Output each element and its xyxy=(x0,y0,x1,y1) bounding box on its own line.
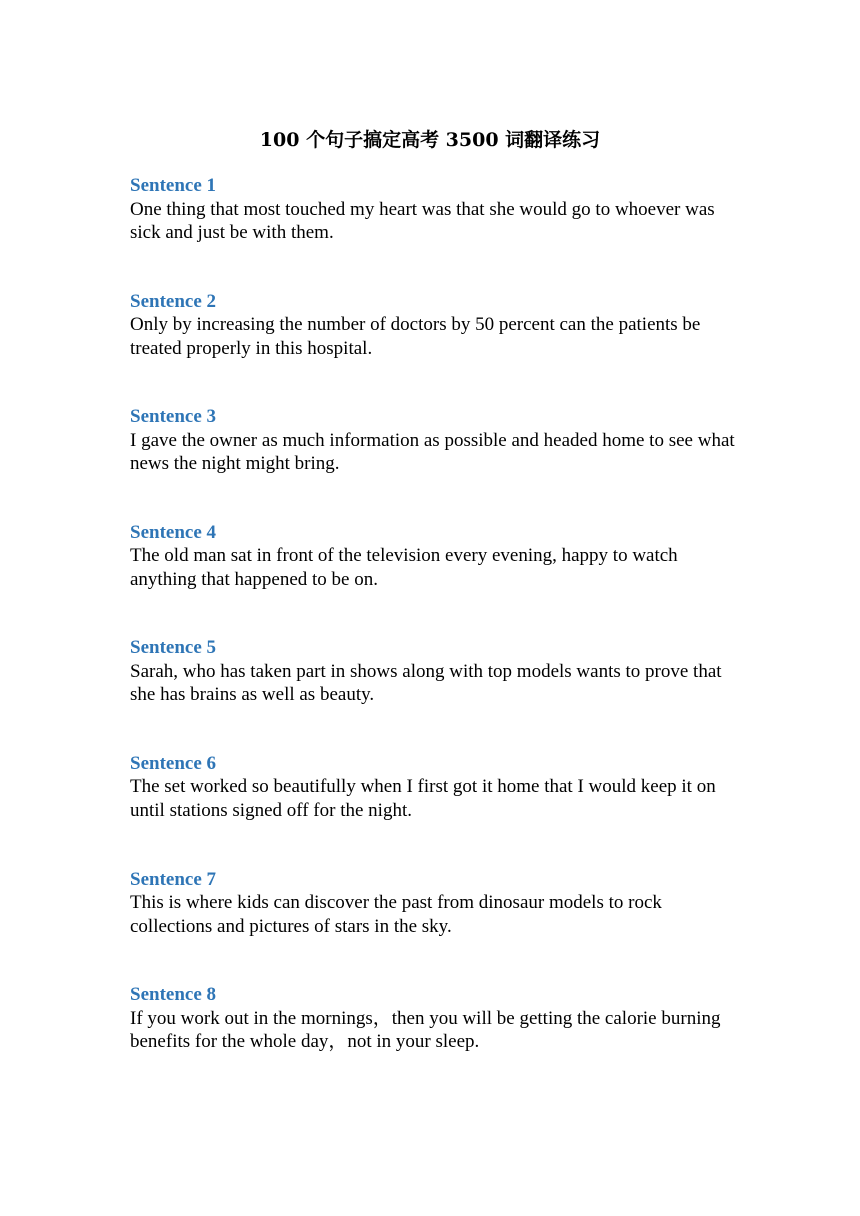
sentence-item-3 xyxy=(130,405,740,521)
sentence-text: If you work out in the mornings，then you will be getting the calorie burning benefits for the whole day，not in your sleep. xyxy=(130,1007,721,1053)
sentence-heading: Sentence 5 xyxy=(130,637,217,659)
page-title: 100 个句子搞定高考 3500 词翻译练习 xyxy=(259,129,601,151)
sentence-item-5 xyxy=(130,636,740,752)
sentence-item-7 xyxy=(130,868,740,984)
sentence-heading: Sentence 6 xyxy=(130,752,217,774)
sentence-text: I gave the owner as much information as possible and headed home to see what news the night might bring. xyxy=(130,429,735,475)
sentence-text: The set worked so beautifully when I first got it home that I would keep it on until stations signed off for the night. xyxy=(130,776,716,821)
sentence-item-6 xyxy=(130,752,740,868)
sentence-text: Only by increasing the number of doctors by 50 percent can the patients be treated properly in this hospital. xyxy=(130,314,701,359)
sentence-item-1 xyxy=(130,174,740,290)
sentence-heading: Sentence 1 xyxy=(130,175,217,196)
sentence-item-4 xyxy=(130,521,740,637)
sentence-text: This is where kids can discover the past from dinosaur models to rock collections and pictures of stars in the sky. xyxy=(130,892,662,937)
sentence-item-8 xyxy=(130,983,740,1099)
sentence-item-2 xyxy=(130,290,740,406)
sentence-heading: Sentence 3 xyxy=(130,406,217,428)
sentence-heading: Sentence 4 xyxy=(130,521,217,543)
sentence-list xyxy=(130,174,740,1099)
sentence-text: One thing that most touched my heart was that she would go to whoever was sick and just be with them. xyxy=(130,198,715,243)
sentence-text: Sarah, who has taken part in shows along with top models wants to prove that she has brains as well as beauty. xyxy=(130,660,722,706)
sentence-heading: Sentence 2 xyxy=(130,290,217,312)
sentence-text: The old man sat in front of the television every evening, happy to watch anything that happened to be on. xyxy=(130,545,678,590)
sentence-heading: Sentence 8 xyxy=(130,984,217,1006)
sentence-heading: Sentence 7 xyxy=(130,868,217,890)
